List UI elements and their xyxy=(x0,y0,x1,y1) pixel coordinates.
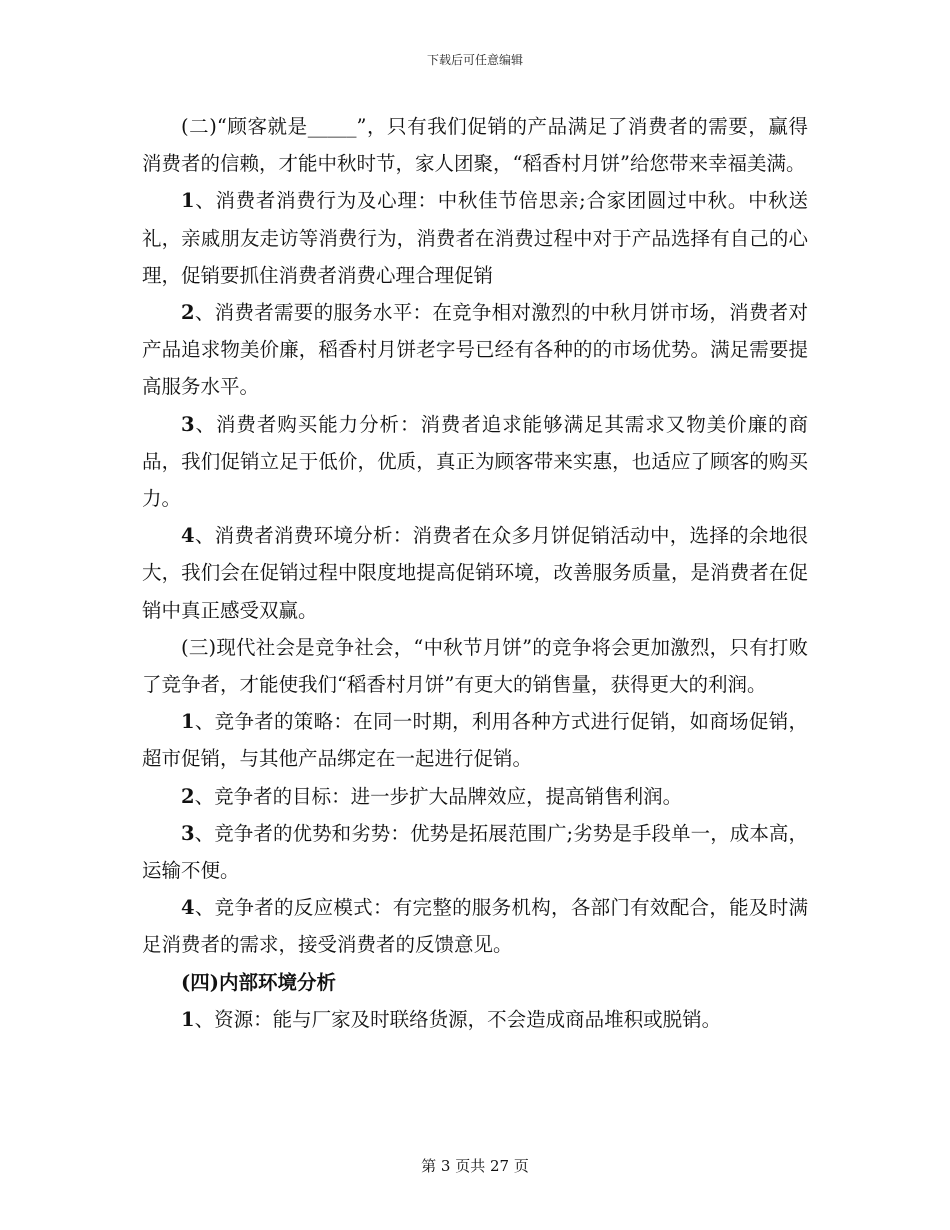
paragraph-text: 、消费者购买能力分析：消费者追求能够满足其需求又物美价廉的商品，我们促销立足于低价，优质，真正为顾客带来实惠，也适应了顾客的购买力。 xyxy=(142,412,808,511)
paragraph-text: (二)“顾客就是_____”，只有我们促销的产品满足了消费者的需要，赢得消费者的信赖，才能中秋时节，家人团聚，“稻香村月饼”给您带来幸福美满。 xyxy=(142,115,808,176)
item-number: 1 xyxy=(181,1007,195,1031)
paragraph-consumer-behavior xyxy=(142,182,808,294)
paragraph-purchasing-power xyxy=(142,406,808,518)
paragraph-text: 、竞争者的反应模式：有完整的服务机构，各部门有效配合，能及时满足消费者的需求，接受消费者的反馈意见。 xyxy=(142,896,808,957)
item-number: 1 xyxy=(181,710,195,734)
document-body xyxy=(142,108,808,1038)
page-header-note: 下载后可任意编辑 xyxy=(426,53,523,67)
paragraph-service-level xyxy=(142,294,808,406)
paragraph-text: 、消费者消费行为及心理：中秋佳节倍思亲;合家团圆过中秋。中秋送礼，亲戚朋友走访等消费行为，消费者在消费过程中对于产品选择有自己的心理，促销要抓住消费者消费心理合理促销 xyxy=(142,189,808,287)
paragraph-customer-section xyxy=(142,108,808,182)
item-number: 3 xyxy=(181,821,195,845)
item-number: 3 xyxy=(181,412,195,436)
paragraph-text: 、资源：能与厂家及时联络货源，不会造成商品堆积或脱销。 xyxy=(194,1007,722,1031)
paragraph-competitor-response xyxy=(142,889,808,963)
paragraph-text: 、竞争者的策略：在同一时期，利用各种方式进行促销，如商场促销，超市促销，与其他产品绑定在一起进行促销。 xyxy=(142,710,808,771)
paragraph-resources xyxy=(142,1001,808,1038)
paragraph-competitor-goal xyxy=(142,778,808,815)
paragraph-text: 、竞争者的目标：进一步扩大品牌效应，提高销售利润。 xyxy=(194,784,683,808)
page-number-footer: 第 3 页共 27 页 xyxy=(421,1157,529,1175)
item-number: 1 xyxy=(181,189,195,213)
paragraph-competition-section xyxy=(142,629,808,703)
item-number: 2 xyxy=(181,301,195,325)
section-heading-internal-environment: (四)内部环境分析 xyxy=(181,970,336,994)
item-number: 2 xyxy=(181,784,195,808)
paragraph-text: 、消费者消费环境分析：消费者在众多月饼促销活动中，选择的余地很大，我们会在促销过程中限度地提高促销环境，改善服务质量，是消费者在促销中真正感受双赢。 xyxy=(142,524,808,622)
item-number: 4 xyxy=(181,896,195,920)
paragraph-consumption-environment xyxy=(142,517,808,629)
paragraph-competitor-strategy xyxy=(142,703,808,777)
item-number: 4 xyxy=(181,524,195,548)
paragraph-text: (三)现代社会是竞争社会，“中秋节月饼”的竞争将会更加激烈，只有打败了竞争者，才能使我们“稻香村月饼”有更大的销售量，获得更大的利润。 xyxy=(142,635,808,697)
paragraph-text: 、消费者需要的服务水平：在竞争相对激烈的中秋月饼市场，消费者对产品追求物美价廉，稻香村月饼老字号已经有各种的的市场优势。满足需要提高服务水平。 xyxy=(142,301,808,399)
paragraph-text: 、竞争者的优势和劣势：优势是拓展范围广;劣势是手段单一，成本高，运输不便。 xyxy=(142,821,808,883)
paragraph-competitor-swot xyxy=(142,815,808,889)
